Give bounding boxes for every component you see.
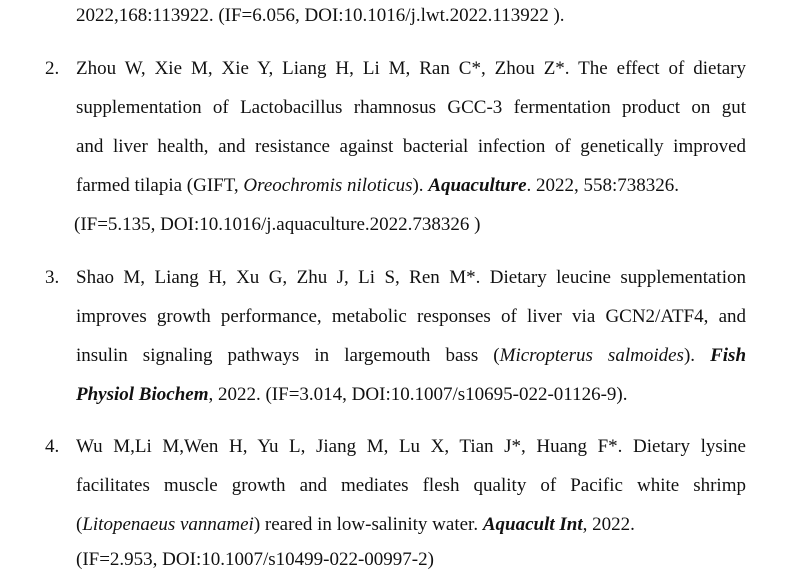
ref4-journal: Aquacult Int	[482, 514, 583, 535]
ref4-line3	[76, 514, 746, 536]
ref2-species: Oreochromis niloticus	[243, 175, 413, 196]
ref2-line3: and liver health, and resistance against bacterial infection of genetically improved	[76, 136, 746, 157]
ref3-species: Micropterus salmoides	[499, 345, 684, 366]
ref3-line2: improves growth performance, metabolic responses of liver via GCN2/ATF4, and	[76, 306, 746, 327]
ref4-line3-text-a: (	[76, 514, 83, 535]
ref4-number: 4.	[45, 436, 60, 457]
ref3-line3-text-b: ).	[683, 345, 711, 366]
ref2-line2: supplementation of Lactobacillus rhamnosus GCC-3 fermentation product on gut	[76, 97, 746, 118]
ref2-line4-text-c: . 2022, 558:738326.	[526, 175, 680, 196]
ref2-number: 2.	[45, 58, 60, 79]
ref2-line4	[76, 175, 746, 197]
ref3-line3	[76, 345, 746, 367]
ref4-line3-text-b: ) reared in low-salinity water.	[253, 514, 483, 535]
ref4-line1: Wu M,Li M,Wen H, Yu L, Jiang M, Lu X, Tian J*, Huang F*. Dietary lysine	[76, 436, 746, 457]
ref3-journal-part1: Fish	[710, 345, 747, 366]
ref3-number: 3.	[45, 267, 60, 288]
ref2-line4-text-b: ).	[412, 175, 429, 196]
ref3-line3-text-a: insulin signaling pathways in largemouth bass (	[76, 345, 500, 366]
ref1-line1: 2022,168:113922. (IF=6.056, DOI:10.1016/j.lwt.2022.113922 ).	[76, 5, 565, 26]
ref2-line5: (IF=5.135, DOI:10.1016/j.aquaculture.2022.738326 )	[74, 214, 481, 235]
ref4-line2: facilitates muscle growth and mediates flesh quality of Pacific white shrimp	[76, 475, 746, 496]
ref2-journal: Aquaculture	[428, 175, 527, 196]
ref3-journal-part2: Physiol Biochem	[76, 384, 209, 405]
ref2-line1: Zhou W, Xie M, Xie Y, Liang H, Li M, Ran C*, Zhou Z*. The effect of dietary	[76, 58, 746, 79]
ref3-line4-text-a: , 2022. (IF=3.014, DOI:10.1007/s10695-022-01126-9).	[208, 384, 628, 405]
ref3-line1: Shao M, Liang H, Xu G, Zhu J, Li S, Ren M*. Dietary leucine supplementation	[76, 267, 746, 288]
ref4-line4: (IF=2.953, DOI:10.1007/s10499-022-00997-2)	[76, 549, 434, 570]
ref4-line3-text-c: , 2022.	[582, 514, 635, 535]
ref3-line4	[76, 384, 746, 406]
ref4-species: Litopenaeus vannamei	[82, 514, 254, 535]
ref2-line4-text-a: farmed tilapia (GIFT,	[76, 175, 244, 196]
